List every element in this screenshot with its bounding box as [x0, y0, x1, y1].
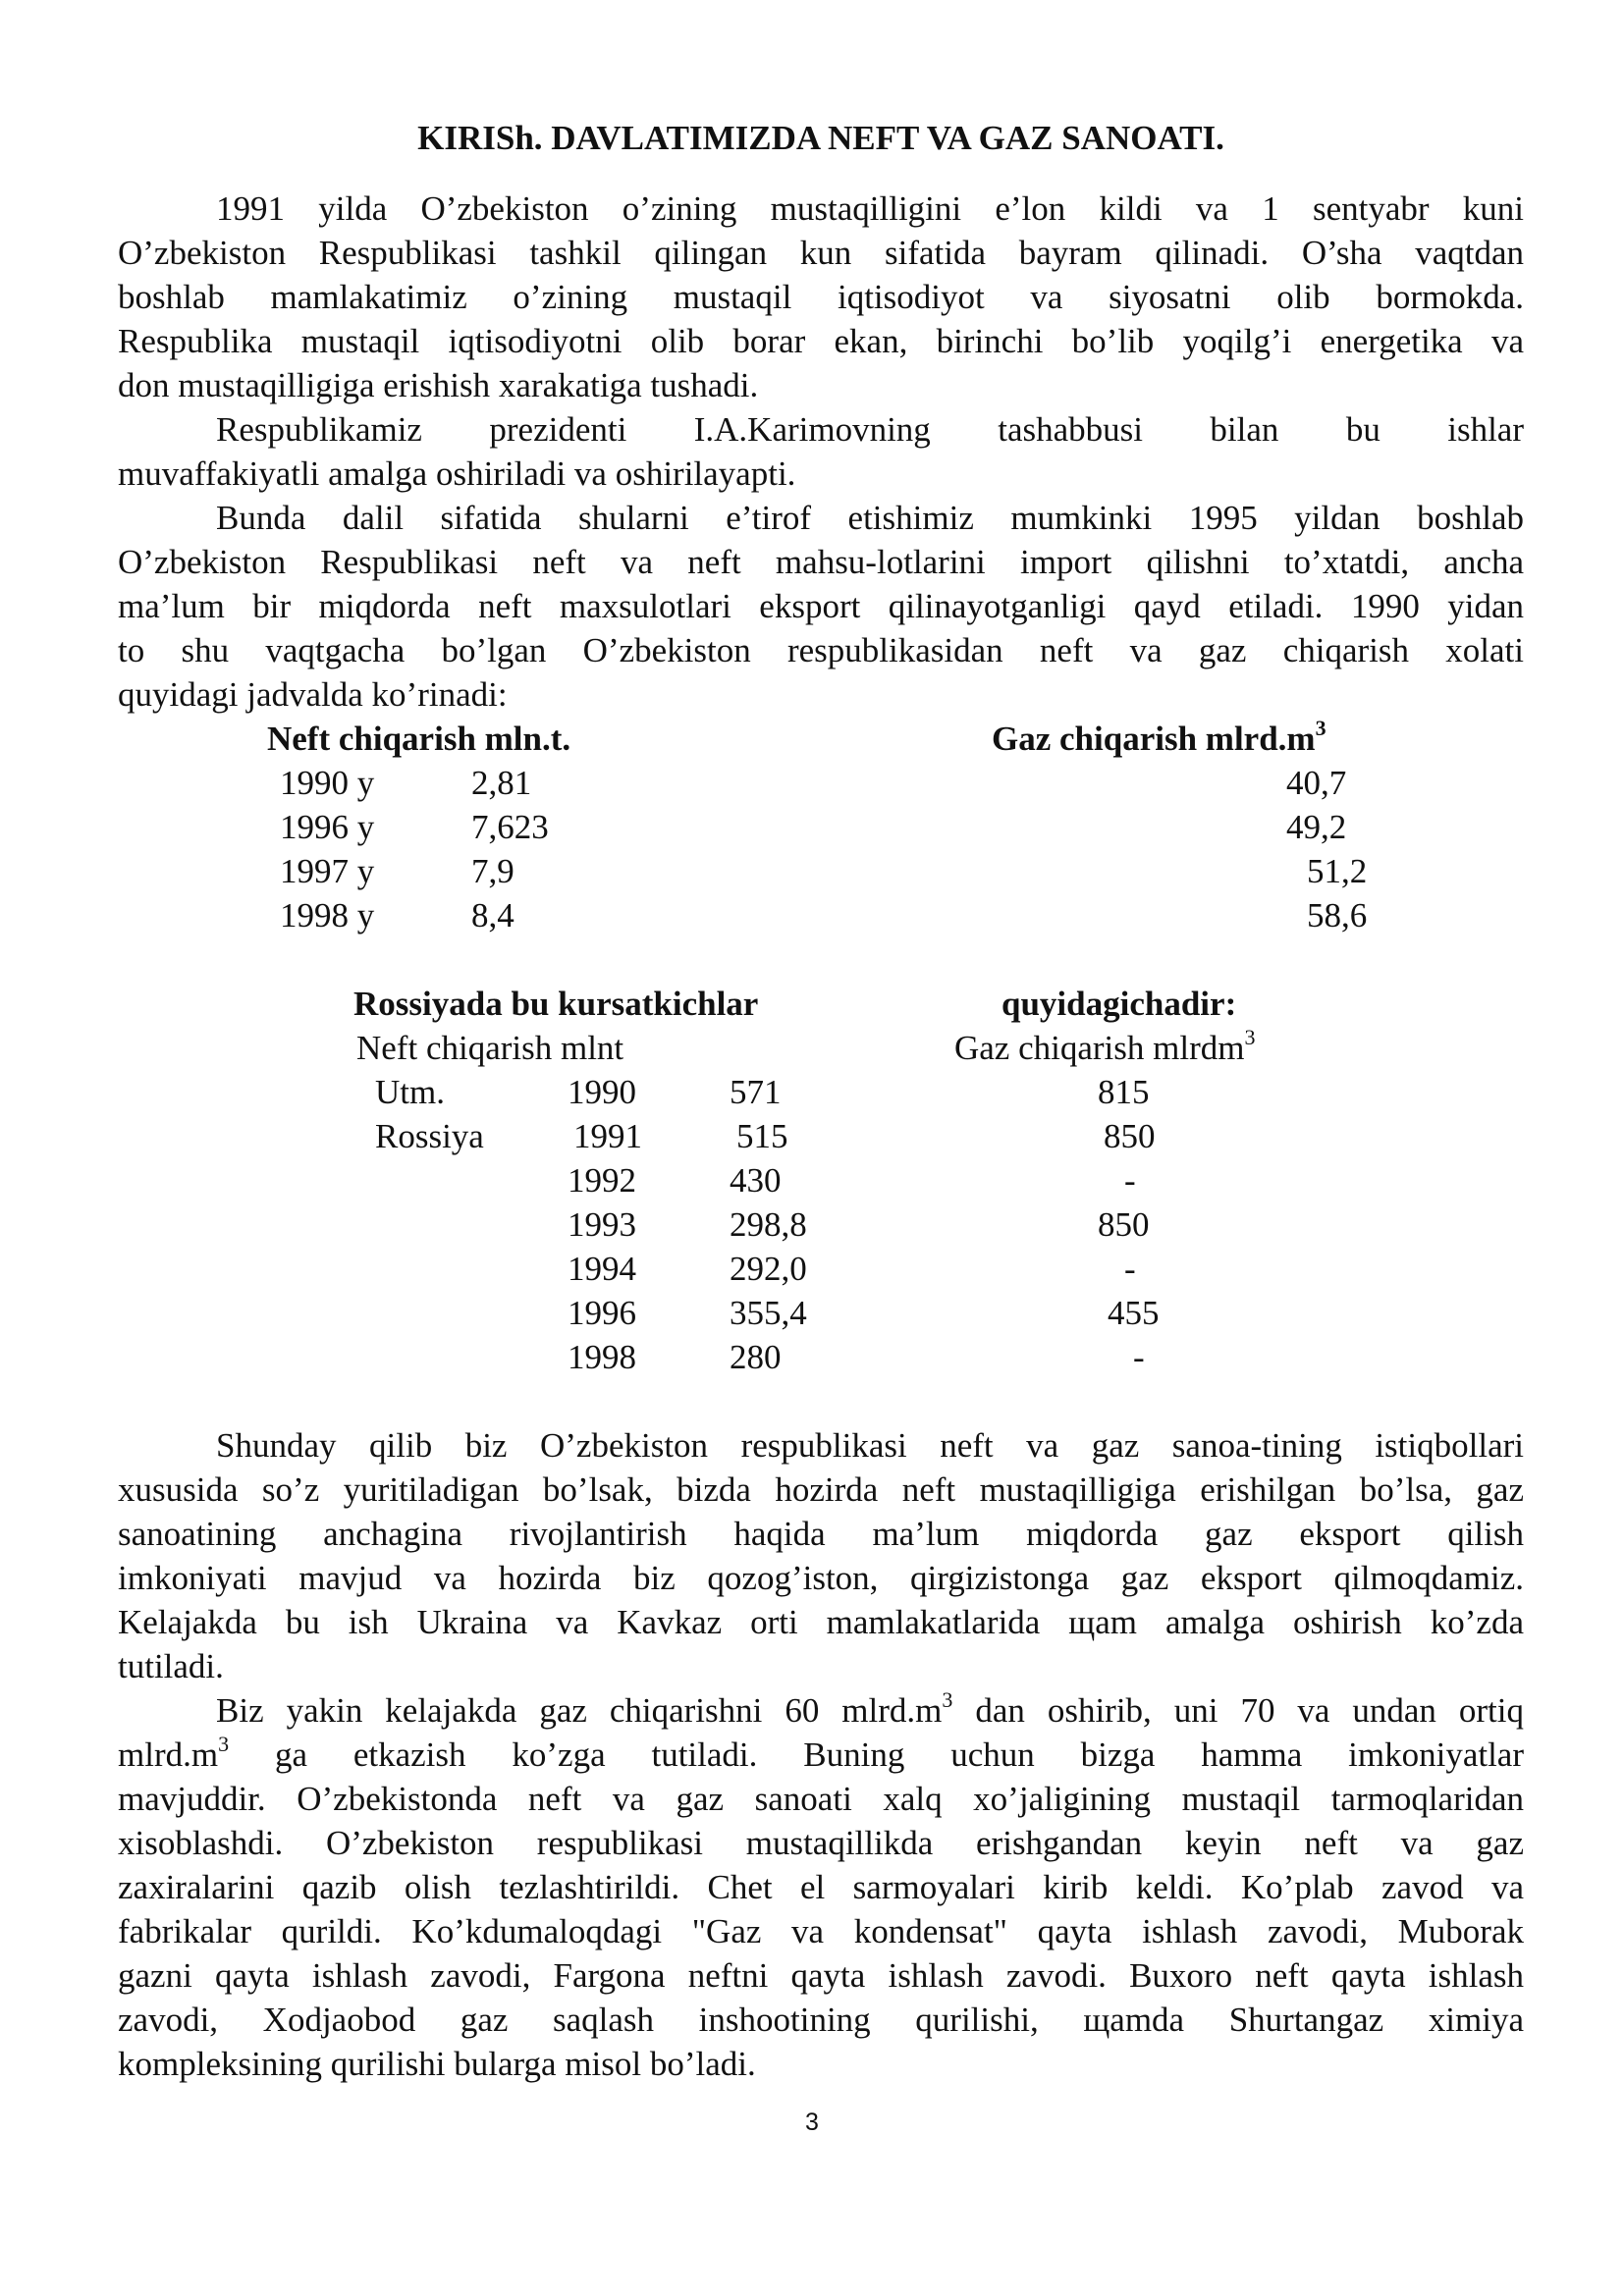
paragraph-5 — [118, 1688, 1524, 2086]
year-cell: 1998 y — [280, 896, 375, 934]
paragraph-2 — [118, 407, 1524, 496]
text-line: O’zbekiston Respublikasi neft va neft mahsu-lotlarini import qilishni to’xtatdi, ancha — [118, 543, 1524, 581]
text-line: O’zbekiston Respublikasi tashkil qilingan kun sifatida bayram qilinadi. O’sha vaqtdan — [118, 234, 1524, 272]
text-line: zaxiralarini qazib olish tezlashtirildi. Chet el sarmoyalari kirib keldi. Ko’plab zavod va — [118, 1868, 1524, 1906]
text-line: sanoatining anchagina rivojlantirish haqida ma’lum miqdorda gaz eksport qilish — [118, 1515, 1524, 1553]
text-line: to shu vaqtgacha bo’lgan O’zbekiston respublikasidan neft va gaz chiqarish xolati — [118, 631, 1524, 669]
row-label: Rossiya — [375, 1117, 484, 1155]
gas-cell: - — [1133, 1338, 1145, 1376]
oil-cell: 8,4 — [471, 896, 514, 934]
year-cell: 1990 y — [280, 764, 375, 802]
page-title: KIRISh. DAVLATIMIZDA NEFT VA GAZ SANOATI. — [417, 119, 1224, 157]
year-cell: 1992 — [568, 1161, 636, 1200]
text-line: don mustaqilligiga erishish xarakatiga tushadi. — [118, 366, 759, 404]
paragraph-1 — [118, 187, 1524, 407]
text-line: Bunda dalil sifatida shularni e’tirof etishimiz mumkinki 1995 yildan boshlab — [216, 499, 1524, 537]
text-line: zavodi, Xodjaobod gaz saqlash inshootining qurilishi, щamda Shurtangaz ximiya — [118, 2001, 1524, 2039]
text-line: xisoblashdi. O’zbekiston respublikasi mustaqillikda erishgandan keyin neft va gaz — [118, 1824, 1524, 1862]
paragraph-3 — [118, 496, 1524, 717]
text-line: Kelajakda bu ish Ukraina va Kavkaz orti mamlakatlarida щam amalga oshirish ko’zda — [118, 1603, 1524, 1641]
text-line: fabrikalar qurildi. Ko’kdumaloqdagi "Gaz va kondensat" qayta ishlash zavodi, Muborak — [118, 1912, 1524, 1950]
year-cell: 1997 y — [280, 852, 375, 890]
gas-column-header: Gaz chiqarish $mlrd.m^3$ — [992, 716, 1326, 758]
gas-cell: 815 — [1098, 1073, 1150, 1111]
gas-cell: 49,2 — [1286, 808, 1347, 846]
page-number: 3 — [805, 2109, 819, 2136]
oil-cell: 7,9 — [471, 852, 514, 890]
oil-cell: 2,81 — [471, 764, 532, 802]
paragraph-4 — [118, 1423, 1524, 1688]
russia-table-header-continued: quyidagichadir: — [1001, 985, 1237, 1023]
gas-column-header: Gaz chiqarish mlrdm$^3$ — [954, 1025, 1256, 1067]
oil-cell: 292,0 — [730, 1250, 807, 1288]
year-cell: 1993 — [568, 1205, 636, 1244]
text-line: gazni qayta ishlash zavodi, Fargona neftni qayta ishlash zavodi. Buxoro neft qayta ishlash — [118, 1956, 1524, 1995]
text-line: Respublikamiz prezidenti I.A.Karimovning tashabbusi bilan bu ishlar — [216, 410, 1524, 449]
oil-cell: 430 — [730, 1161, 782, 1200]
year-cell: 1994 — [568, 1250, 636, 1288]
year-cell: 1996 — [568, 1294, 636, 1332]
text-line: imkoniyati mavjud va hozirda biz qozog’iston, qirgizistonga gaz eksport qilmoqdamiz. — [118, 1559, 1524, 1597]
oil-column-header: Neft chiqarish mlnt — [356, 1029, 624, 1067]
row-label: Utm. — [375, 1073, 445, 1111]
oil-cell: 280 — [730, 1338, 782, 1376]
text-line: kompleksining qurilishi bularga misol bo’ladi. — [118, 2045, 756, 2083]
text-line: Biz yakin kelajakda gaz chiqarishni 60 $mlrd.m^3$ dan oshirib, uni 70 va undan ortiq — [216, 1687, 1524, 1730]
text-line: 1991 yilda O’zbekiston o’zining mustaqilligini e’lon kildi va 1 sentyabr kuni — [216, 189, 1524, 228]
text-line: xususida so’z yuritiladigan bo’lsak, bizda hozirda neft mustaqilligiga erishilgan bo’lsa, gaz — [118, 1470, 1524, 1509]
year-cell: 1990 — [568, 1073, 636, 1111]
text-line: $mlrd.m^3$ ga etkazish ko’zga tutiladi. Buning uchun bizga hamma imkoniyatlar — [118, 1732, 1524, 1774]
gas-cell: 455 — [1108, 1294, 1160, 1332]
russia-table-header: Rossiyada bu kursatkichlar — [353, 985, 759, 1023]
oil-cell: 571 — [730, 1073, 782, 1111]
gas-cell: 51,2 — [1307, 852, 1368, 890]
year-cell: 1991 — [573, 1117, 642, 1155]
text-line: muvaffakiyatli amalga oshiriladi va oshirilayapti. — [118, 454, 796, 493]
oil-cell: 7,623 — [471, 808, 549, 846]
gas-cell: 40,7 — [1286, 764, 1347, 802]
oil-column-header: Neft chiqarish mln.t. — [267, 720, 571, 758]
text-line: mavjuddir. O’zbekistonda neft va gaz sanoati xalq xo’jaligining mustaqil tarmoqlaridan — [118, 1780, 1524, 1818]
year-cell: 1998 — [568, 1338, 636, 1376]
gas-cell: - — [1124, 1161, 1136, 1200]
text-line: ma’lum bir miqdorda neft maxsulotlari eksport qilinayotganligi qayd etiladi. 1990 yidan — [118, 587, 1524, 625]
oil-cell: 298,8 — [730, 1205, 807, 1244]
gas-cell: 58,6 — [1307, 896, 1368, 934]
text-line: Respublika mustaqil iqtisodiyotni olib borar ekan, birinchi bo’lib yoqilg’i energetika va — [118, 322, 1524, 360]
text-line: quyidagi jadvalda ko’rinadi: — [118, 675, 508, 714]
text-line: Shunday qilib biz O’zbekiston respublikasi neft va gaz sanoa-tining istiqbollari — [216, 1426, 1524, 1465]
text-line: boshlab mamlakatimiz o’zining mustaqil iqtisodiyot va siyosatni olib bormokda. — [118, 278, 1524, 316]
gas-cell: - — [1124, 1250, 1136, 1288]
oil-cell: 515 — [736, 1117, 788, 1155]
year-cell: 1996 y — [280, 808, 375, 846]
gas-cell: 850 — [1098, 1205, 1150, 1244]
oil-cell: 355,4 — [730, 1294, 807, 1332]
gas-cell: 850 — [1104, 1117, 1156, 1155]
text-line: tutiladi. — [118, 1647, 224, 1685]
